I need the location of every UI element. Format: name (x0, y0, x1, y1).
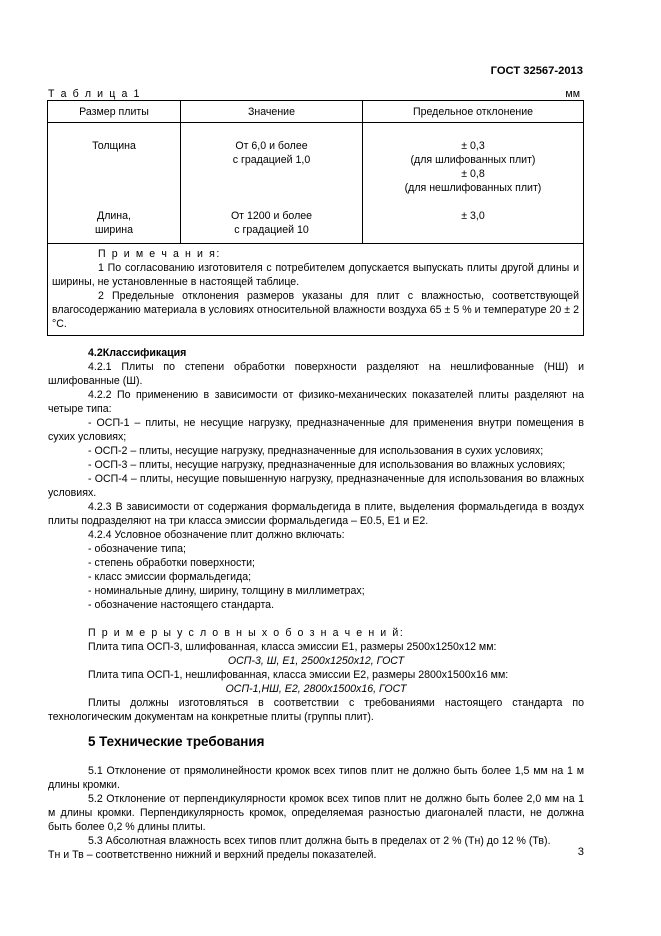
type-item: - ОСП-4 – плиты, несущие повышенную нагрузку, предназначенные для использования во влажных условиях. (48, 473, 584, 499)
note-2: 2 Предельные отклонения размеров указаны для плит с влажностью, соответствующей влагосодержанию материала в условиях относительной влажности воздуха 65 ± 5 % и температуре 20 ± 2 °С. (52, 290, 579, 330)
page-number: 3 (577, 846, 584, 858)
table-header-row (48, 101, 584, 123)
designation-item: - класс эмиссии формальдегида; (88, 571, 252, 583)
examples-title: П р и м е р ы у с л о в н ы х о б о з н а ч е н и й: (88, 627, 405, 639)
section-5-title: 5 Технические требования (88, 734, 265, 749)
column-header-deviation: Предельное отклонение (363, 101, 584, 123)
designation-item: - обозначение типа; (88, 543, 186, 555)
clause-5-1: 5.1 Отклонение от прямолинейности кромок всех типов плит не должно быть более 1,5 мм на 1 м длины кромки. (48, 765, 584, 791)
type-item: - ОСП-1 – плиты, не несущие нагрузку, предназначенные для применения внутри помещения в сухих условиях; (48, 417, 584, 443)
example-1-code: ОСП-3, Ш, Е1, 2500х1250х12, ГОСТ (227, 655, 405, 667)
designation-item: - обозначение настоящего стандарта. (88, 599, 275, 611)
dimensions-table (47, 100, 584, 336)
cell-deviation (363, 209, 584, 244)
cell-size (48, 123, 181, 210)
cell-size (48, 209, 181, 244)
clause-4-2-2: 4.2.2 По применению в зависимости от физико-механических показателей плиты разделяют на четыре типа: (48, 389, 584, 415)
example-2-code: ОСП-1,НШ, Е2, 2800х1500х16, ГОСТ (225, 683, 407, 695)
type-item: - ОСП-2 – плиты, несущие нагрузку, предназначенные для использования в сухих условиях; (88, 445, 544, 457)
example-2-text: Плита типа ОСП-1, нешлифованная, класса эмиссии Е2, размеры 2800х1500х16 мм: (88, 669, 509, 681)
document-body (48, 346, 584, 862)
table-row (48, 123, 584, 210)
table-notes-row (48, 244, 584, 336)
clause-4-2-4: 4.2.4 Условное обозначение плит должно включать: (88, 529, 345, 541)
table-notes (48, 244, 584, 336)
cell-value (181, 209, 363, 244)
cell-line: Длина, (97, 210, 131, 222)
cell-line: с градацией 10 (234, 224, 309, 236)
table-caption: Т а б л и ц а 1 (48, 88, 141, 100)
cell-line: ± 3,0 (461, 210, 485, 222)
section-4-2-title: 4.2Классификация (88, 347, 187, 359)
column-header-size: Размер плиты (48, 101, 181, 123)
type-item: - ОСП-3 – плиты, несущие нагрузку, предназначенные для использования во влажных условиях; (88, 459, 566, 471)
cell-line: (для шлифованных плит) (410, 154, 536, 166)
clause-4-2-3: 4.2.3 В зависимости от содержания формальдегида в плите, выделения формальдегида в воздух плиты подразделяют на три класса эмиссии формальдегида – Е0.5, Е1 и Е2. (48, 501, 584, 527)
cell-line: ширина (95, 224, 133, 236)
clause-5-3-note: Тн и Тв – соответственно нижний и верхний пределы показателей. (48, 849, 377, 861)
example-1-text: Плита типа ОСП-3, шлифованная, класса эмиссии Е1, размеры 2500х1250х12 мм: (88, 641, 497, 653)
clause-4-2-1: 4.2.1 Плиты по степени обработки поверхности разделяют на нешлифованные (НШ) и шлифованные (Ш). (48, 361, 584, 387)
clause-5-2: 5.2 Отклонение от перпендикулярности кромок всех типов плит не должно быть более 2,0 мм на 1 м длины кромки. Перпендикулярность кромок, определяемая разностью диагоналей пласти, не должна быть более 0,2 % длины плиты. (48, 793, 584, 833)
cell-line: (для нешлифованных плит) (404, 182, 542, 194)
table-unit: мм (565, 88, 580, 100)
clause-5-3: 5.3 Абсолютная влажность всех типов плит должна быть в пределах от 2 % (Тн) до 12 % (Тв). (88, 835, 551, 847)
table-row (48, 209, 584, 244)
spacer (48, 612, 584, 626)
classification-final: Плиты должны изготовляться в соответствии с требованиями настоящего стандарта по технологическим документам на конкретные плиты (группы плит). (48, 697, 584, 723)
cell-value (181, 123, 363, 210)
cell-line: От 6,0 и более (235, 140, 308, 152)
designation-item: - номинальные длину, ширину, толщину в миллиметрах; (88, 585, 365, 597)
cell-deviation (363, 123, 584, 210)
cell-line: ± 0,3 (461, 140, 485, 152)
cell-line: От 1200 и более (230, 210, 313, 222)
note-1: 1 По согласованию изготовителя с потребителем допускается выпускать плиты другой длины и ширины, не установленные в настоящей таблице. (52, 262, 579, 288)
cell-line: Толщина (92, 140, 136, 152)
notes-title: П р и м е ч а н и я: (98, 248, 221, 260)
cell-line: с градацией 1,0 (232, 154, 311, 166)
column-header-value: Значение (181, 101, 363, 123)
cell-line: ± 0,8 (461, 168, 485, 180)
standard-number: ГОСТ 32567-2013 (490, 65, 583, 77)
designation-item: - степень обработки поверхности; (88, 557, 256, 569)
